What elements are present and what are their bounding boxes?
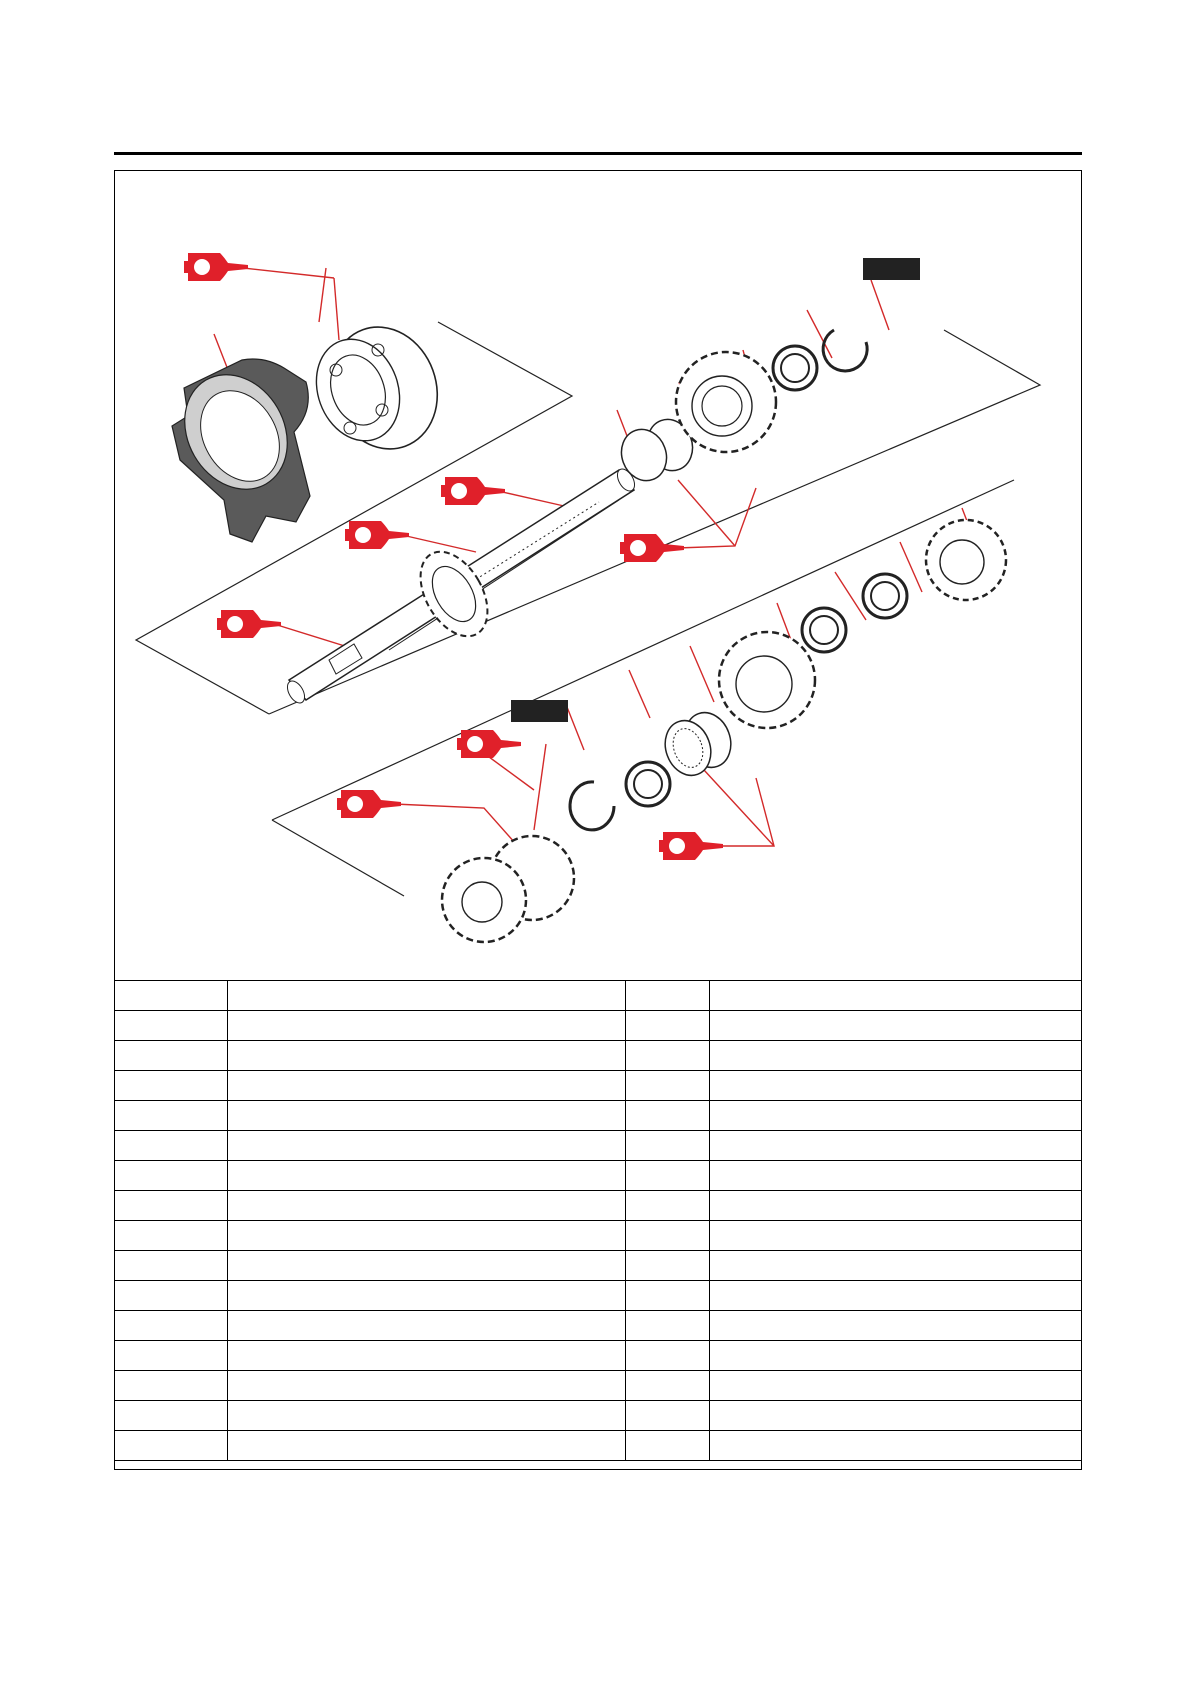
table-cell [710,1341,1082,1371]
table-cell [626,1101,710,1131]
table-row [115,1251,1082,1281]
table-cell [115,1281,228,1311]
lower-toothed-washer [802,608,846,652]
table-cell [710,1401,1082,1431]
table-row [115,1401,1082,1431]
table-cell [710,1191,1082,1221]
table-cell [228,1041,626,1071]
oil-symbol-icon [457,730,521,758]
label-box-lower [511,700,568,722]
lower-lock-washer [863,574,907,618]
table-cell [228,1431,626,1461]
table-cell [710,1101,1082,1131]
table-cell [228,1071,626,1101]
table-cell [115,981,228,1011]
table-cell [626,1311,710,1341]
oil-symbol-icon [620,534,684,562]
table-cell [626,1191,710,1221]
table-cell [626,1371,710,1401]
table-cell [228,1311,626,1341]
lower-washer [626,762,670,806]
table-cell [626,1251,710,1281]
table-cell [710,1161,1082,1191]
table-cell [626,1341,710,1371]
table-cell [228,1011,626,1041]
table-cell [115,1071,228,1101]
lower-circlip [570,782,614,830]
table-cell [228,981,626,1011]
table-row [115,1281,1082,1311]
table-cell [626,1161,710,1191]
table-cell [115,1341,228,1371]
table-row [115,1011,1082,1041]
table-cell [115,1041,228,1071]
table-cell [115,1161,228,1191]
parts-table [114,980,1082,1461]
exploded-view-diagram [114,170,1082,980]
table-row [115,981,1082,1011]
table-cell [626,1431,710,1461]
table-cell [228,1251,626,1281]
table-cell [710,1221,1082,1251]
table-row [115,1161,1082,1191]
table-row [115,1311,1082,1341]
table-cell [626,1131,710,1161]
header-rule [114,152,1082,155]
table-cell [626,1401,710,1431]
table-cell [115,1401,228,1431]
table-cell [710,1311,1082,1341]
table-cell [228,1191,626,1221]
table-cell [710,1371,1082,1401]
table-cell [228,1341,626,1371]
table-row [115,1191,1082,1221]
table-cell [115,1101,228,1131]
table-cell [228,1371,626,1401]
table-cell [115,1011,228,1041]
table-cell [228,1131,626,1161]
needle-bearing [658,706,738,782]
upper-washer [773,346,817,390]
table-cell [626,1041,710,1071]
table-cell [626,981,710,1011]
table-cell [626,1011,710,1041]
table-cell [228,1101,626,1131]
oil-symbol-icon [337,790,401,818]
table-cell [115,1431,228,1461]
table-row [115,1371,1082,1401]
table-cell [710,981,1082,1011]
label-box-upper [863,258,920,280]
lower-middle-gear [719,632,815,728]
oil-symbol-icon [345,521,409,549]
table-cell [626,1281,710,1311]
table-cell [115,1251,228,1281]
table-cell [626,1071,710,1101]
table-cell [228,1281,626,1311]
table-row [115,1431,1082,1461]
ball-bearing [303,312,454,464]
oil-symbol-icon [659,832,723,860]
table-cell [710,1131,1082,1161]
table-row [115,1071,1082,1101]
oil-symbol-icon [217,610,281,638]
table-cell [228,1161,626,1191]
table-cell [710,1281,1082,1311]
table-row [115,1101,1082,1131]
upper-circlip [823,330,867,371]
table-cell [115,1311,228,1341]
lower-right-gear [926,520,1006,600]
bearing-housing [164,356,310,542]
table-row [115,1131,1082,1161]
table-row [115,1041,1082,1071]
table-cell [626,1221,710,1251]
oil-symbol-icon [441,477,505,505]
upper-gear [676,352,776,452]
table-row [115,1221,1082,1251]
table-cell [710,1251,1082,1281]
table-cell [710,1011,1082,1041]
table-cell [228,1401,626,1431]
table-row [115,1341,1082,1371]
table-cell [228,1221,626,1251]
table-cell [115,1371,228,1401]
table-cell [115,1221,228,1251]
table-cell [115,1131,228,1161]
table-cell [710,1431,1082,1461]
table-cell [710,1071,1082,1101]
double-gear [442,836,574,942]
oil-symbol-icon [184,253,248,281]
table-cell [710,1041,1082,1071]
table-cell [115,1191,228,1221]
